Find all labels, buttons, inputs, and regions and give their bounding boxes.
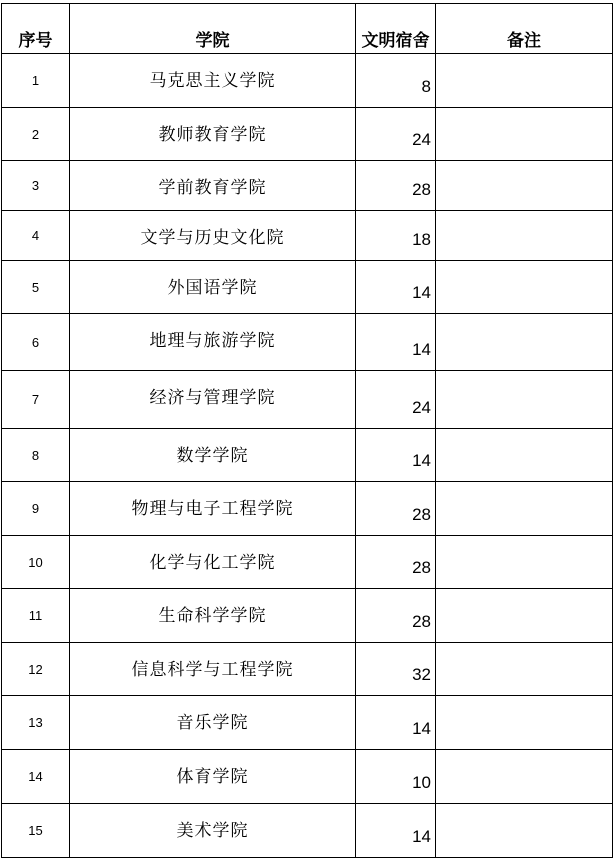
row-note xyxy=(436,108,613,161)
row-note xyxy=(436,589,613,643)
row-index: 2 xyxy=(2,108,70,161)
row-count: 14 xyxy=(356,429,436,482)
row-college: 物理与电子工程学院 xyxy=(70,482,356,536)
row-college: 文学与历史文化院 xyxy=(70,211,356,261)
row-count: 28 xyxy=(356,161,436,211)
header-count: 文明宿舍 xyxy=(356,4,436,54)
row-count: 28 xyxy=(356,482,436,536)
row-note xyxy=(436,643,613,696)
row-college: 马克思主义学院 xyxy=(70,54,356,108)
table-row xyxy=(2,750,613,804)
row-index: 14 xyxy=(2,750,70,804)
row-count: 24 xyxy=(356,371,436,429)
header-row xyxy=(2,4,613,54)
row-count: 18 xyxy=(356,211,436,261)
row-count: 14 xyxy=(356,804,436,858)
row-count: 10 xyxy=(356,750,436,804)
row-index: 15 xyxy=(2,804,70,858)
row-count: 14 xyxy=(356,261,436,314)
table-row xyxy=(2,54,613,108)
table-row xyxy=(2,804,613,858)
row-index: 9 xyxy=(2,482,70,536)
row-note xyxy=(436,314,613,371)
row-index: 13 xyxy=(2,696,70,750)
table-row xyxy=(2,482,613,536)
row-index: 6 xyxy=(2,314,70,371)
dormitory-table xyxy=(1,3,613,858)
row-note xyxy=(436,750,613,804)
row-college: 外国语学院 xyxy=(70,261,356,314)
row-note xyxy=(436,371,613,429)
row-note xyxy=(436,804,613,858)
row-count: 8 xyxy=(356,54,436,108)
row-college: 化学与化工学院 xyxy=(70,536,356,589)
row-note xyxy=(436,696,613,750)
row-college: 信息科学与工程学院 xyxy=(70,643,356,696)
row-college: 音乐学院 xyxy=(70,696,356,750)
row-note xyxy=(436,54,613,108)
header-index: 序号 xyxy=(2,4,70,54)
row-college: 美术学院 xyxy=(70,804,356,858)
table-row xyxy=(2,429,613,482)
table-row xyxy=(2,643,613,696)
row-college: 学前教育学院 xyxy=(70,161,356,211)
row-count: 28 xyxy=(356,589,436,643)
row-count: 28 xyxy=(356,536,436,589)
row-college: 地理与旅游学院 xyxy=(70,314,356,371)
table-row xyxy=(2,211,613,261)
row-index: 8 xyxy=(2,429,70,482)
table-row xyxy=(2,371,613,429)
row-index: 1 xyxy=(2,54,70,108)
row-note xyxy=(436,161,613,211)
header-note: 备注 xyxy=(436,4,613,54)
row-index: 10 xyxy=(2,536,70,589)
table-row xyxy=(2,108,613,161)
row-index: 5 xyxy=(2,261,70,314)
row-index: 4 xyxy=(2,211,70,261)
row-college: 数学学院 xyxy=(70,429,356,482)
row-note xyxy=(436,429,613,482)
header-college: 学院 xyxy=(70,4,356,54)
table-row xyxy=(2,161,613,211)
row-college: 经济与管理学院 xyxy=(70,371,356,429)
row-note xyxy=(436,211,613,261)
table-row xyxy=(2,536,613,589)
row-index: 3 xyxy=(2,161,70,211)
row-index: 11 xyxy=(2,589,70,643)
row-note xyxy=(436,261,613,314)
table-row xyxy=(2,589,613,643)
row-college: 体育学院 xyxy=(70,750,356,804)
row-note xyxy=(436,536,613,589)
row-count: 24 xyxy=(356,108,436,161)
row-count: 32 xyxy=(356,643,436,696)
row-index: 7 xyxy=(2,371,70,429)
row-college: 生命科学学院 xyxy=(70,589,356,643)
table-row xyxy=(2,261,613,314)
table-row xyxy=(2,696,613,750)
row-college: 教师教育学院 xyxy=(70,108,356,161)
table-row xyxy=(2,314,613,371)
row-index: 12 xyxy=(2,643,70,696)
row-count: 14 xyxy=(356,696,436,750)
row-note xyxy=(436,482,613,536)
row-count: 14 xyxy=(356,314,436,371)
